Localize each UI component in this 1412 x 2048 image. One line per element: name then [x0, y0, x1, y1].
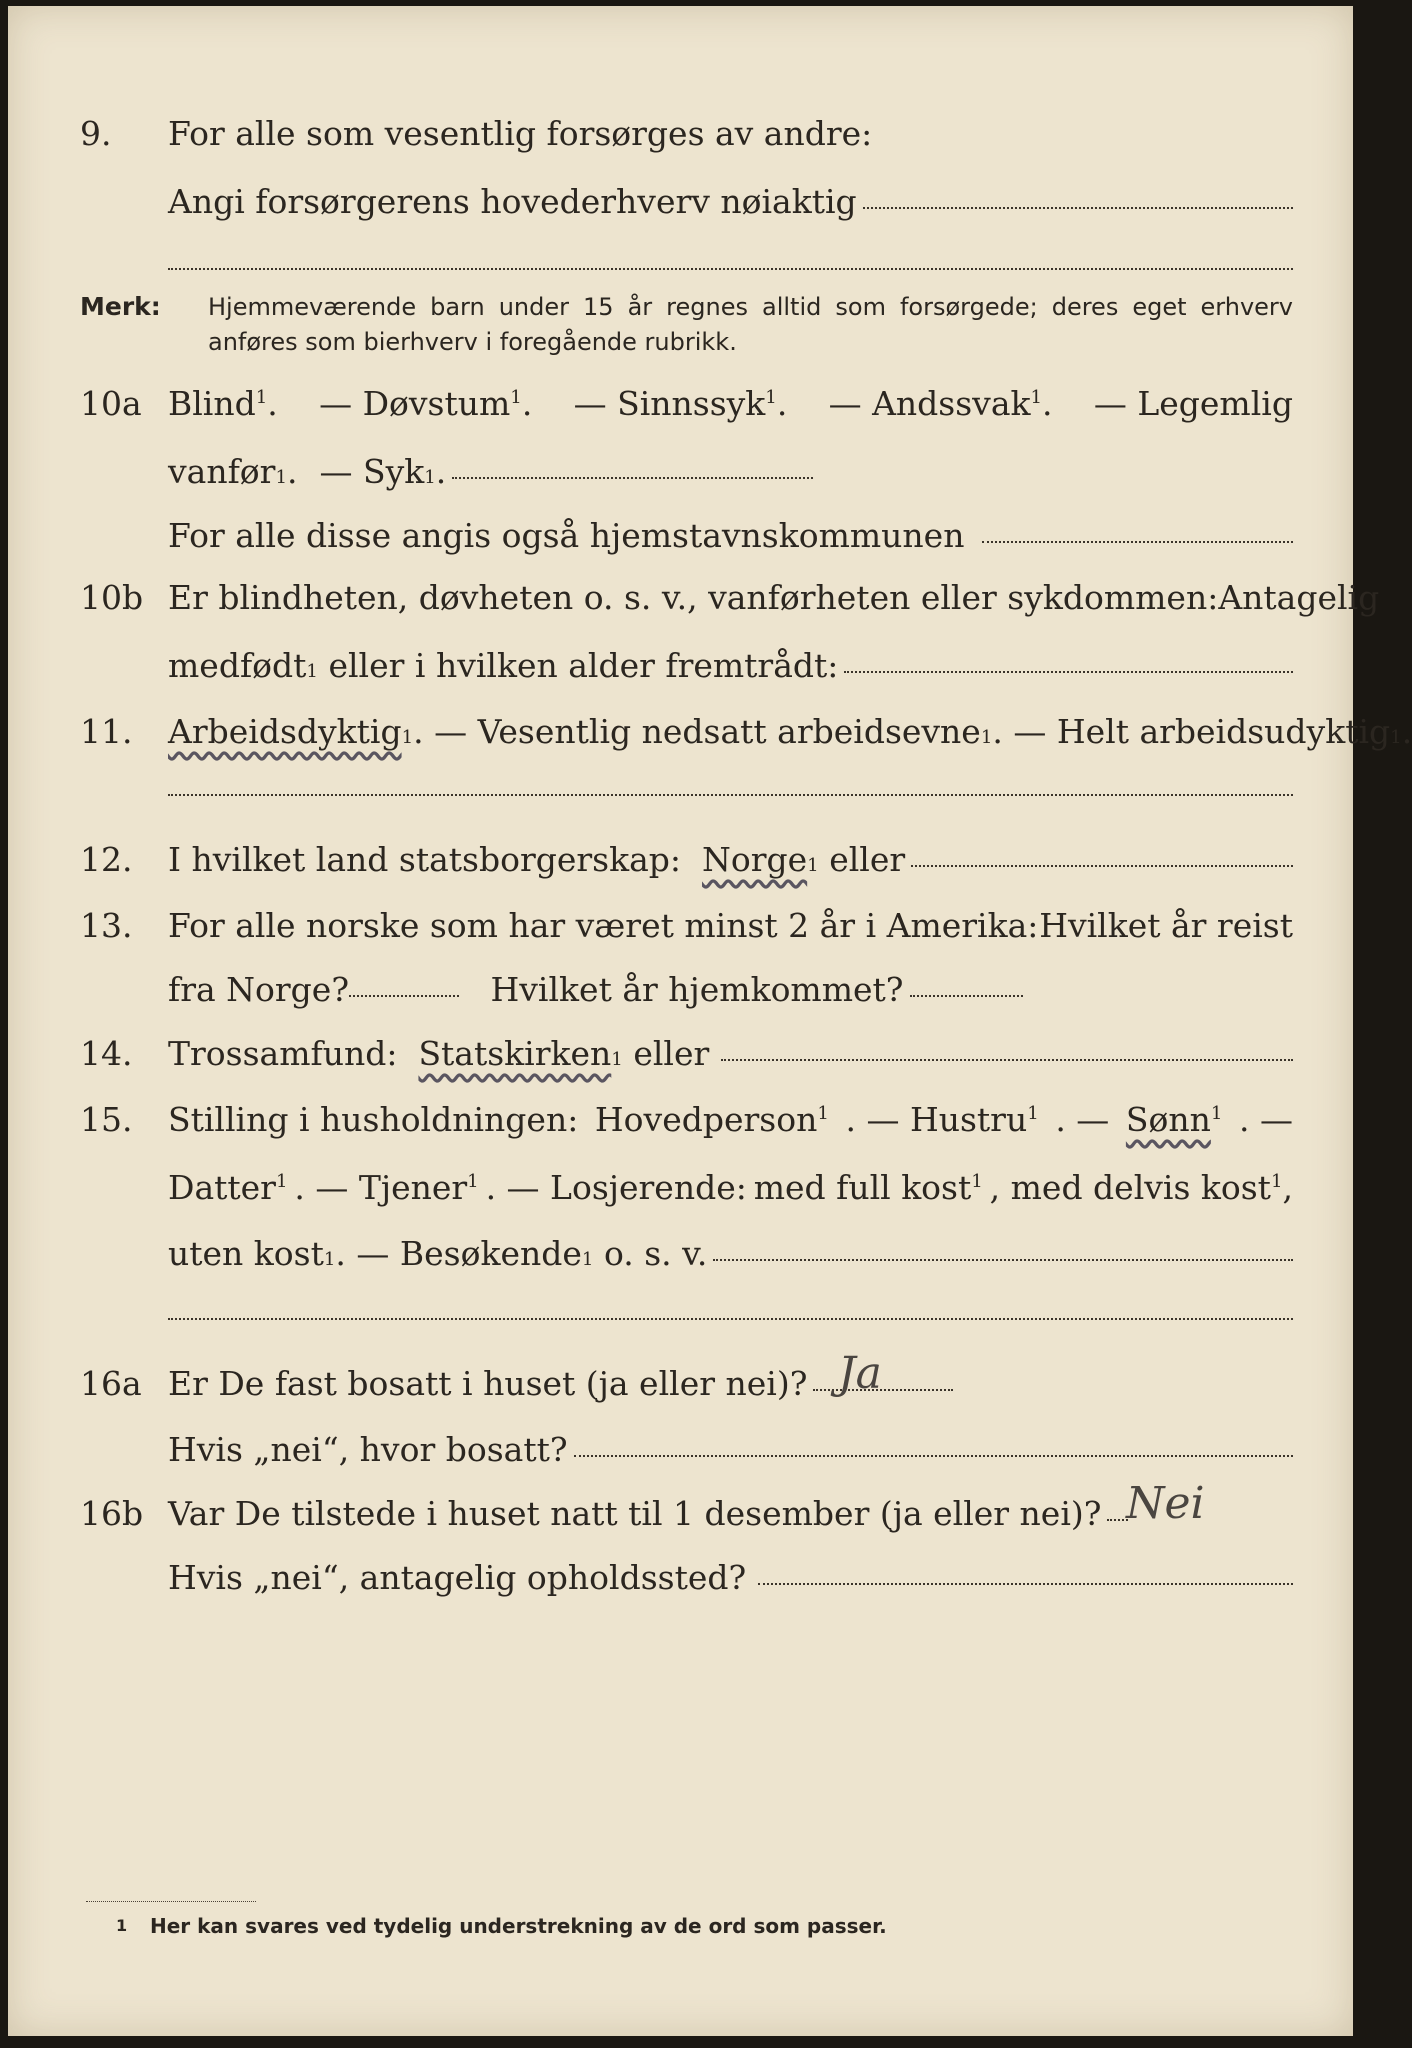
opt-hustru[interactable]: . — Hustru	[845, 1100, 1028, 1139]
q16a-answer-field[interactable]	[813, 1389, 953, 1391]
opt-delvis-kost[interactable]: , med delvis kost	[989, 1168, 1271, 1207]
opt-uten-kost[interactable]: uten kost	[168, 1234, 324, 1273]
opt-blind[interactable]: Blind	[168, 384, 256, 423]
q10a-answer-field[interactable]	[452, 477, 813, 479]
q16b-answer-field[interactable]	[1107, 1519, 1128, 1521]
footnote-rule	[86, 1901, 256, 1902]
q13-line1: For alle norske som har været minst 2 år i Amerika:	[168, 906, 1039, 945]
opt-vanfor[interactable]: vanfør	[168, 452, 276, 491]
opt-losjerende[interactable]: . — Losjerende:	[485, 1168, 747, 1207]
q10b-answer-field[interactable]	[844, 671, 1293, 673]
census-form-page: 9. For alle som vesentlig forsørges av andre: Angi forsørgerens hovederhverv nøiaktig Merk: Hjemmeværende barn under 15 år regnes alltid som forsørgede; deres eget erhverv anføres som bierhverv i foregående rubrikk. 10a Blind$^1$. — Døvstum$^1$. — Sinnssyk$^1$. — Andssvak$^1$. — Legemlig vanfør 1 . — Syk 1 . For alle disse angis også hjemstavnskommunen 10b Er blindheten, døvheten o. s. v., vanførheten eller sykdommen: Antagelig medfødt 1 eller i hvilken alder fremtrådt: 11. Arbeidsdyktig 1 . — Vesentlig nedsatt arbeidsevne 1 . — Helt arbeidsudyktig 1 . 12. I hvilket land statsborgerskap: Norge 1 eller 13. For alle norske som har været minst 2 år i Amerika: Hvilket år reist fra Norge? Hvilket år hjemkommet? 14. Trossamfund: Statskirken 1 eller 15. Stilling i husholdningen: Hovedperson$^1$ . — Hustru$^1$ . — Sønn$^1$ . — Datter$^1$ . — Tjener$^1$ . — Losjerende: med full kost$^1$ , med delvis kost$^1$, uten kost 1 . — Besøkende 1 o. s. v. 16a Er De fast bosatt i huset (ja eller nei)? Ja Hvis „nei“, hvor bosatt? 16b Var De tilstede i huset natt til 1 desember (ja eller nei)? Nei Hvis „nei“, antagelig opholdssted? 1 Her kan svares ved tydelig understrekning av de ord som passer.	[8, 6, 1353, 2036]
q13-hjem-field[interactable]	[910, 995, 1024, 997]
opt-vesentlig[interactable]: . — Vesentlig nedsatt arbeidsevne	[413, 712, 981, 751]
q15-number: 15.	[80, 1100, 133, 1139]
merk-label: Merk:	[80, 292, 161, 321]
q12-answer-field[interactable]	[911, 865, 1293, 867]
q16a-hvis: Hvis „nei“, hvor bosatt?	[168, 1430, 568, 1469]
q16b-handwritten-answer: Nei	[1126, 1478, 1205, 1529]
q13-fra-norge: fra Norge?	[168, 970, 350, 1009]
q10b-line1: Er blindheten, døvheten o. s. v., vanførheten eller sykdommen:	[168, 578, 1219, 617]
q11-number: 11.	[80, 712, 133, 751]
opt-sonn[interactable]: Sønn	[1125, 1100, 1211, 1139]
opt-arbeidsdyktig[interactable]: Arbeidsdyktig	[168, 712, 402, 751]
q13-reist-field[interactable]	[349, 995, 459, 997]
opt-andssvak[interactable]: — Andssvak	[828, 384, 1031, 423]
q9-answer-field[interactable]	[863, 207, 1293, 209]
opt-antagelig[interactable]: Antagelig	[1218, 578, 1380, 617]
opt-sinnssyk[interactable]: — Sinnssyk	[573, 384, 766, 423]
q15-answer-field[interactable]	[713, 1259, 1293, 1261]
q11-answer-field[interactable]	[168, 794, 1293, 796]
q12-number: 12.	[80, 840, 133, 879]
merk-text: Hjemmeværende barn under 15 år regnes alltid som forsørgede; deres eget erhverv anføres som bierhverv i foregående rubrikk.	[208, 293, 1293, 356]
q10b-line2: eller i hvilken alder fremtrådt:	[328, 646, 839, 685]
hjemstavn-field[interactable]	[982, 541, 1293, 543]
opt-datter[interactable]: Datter	[168, 1168, 276, 1207]
q12-text: I hvilket land statsborgerskap:	[168, 840, 682, 879]
q13-hjemkommet: Hvilket år hjemkommet?	[490, 970, 904, 1009]
q15-answer-field-2[interactable]	[168, 1318, 1293, 1320]
opt-tjener[interactable]: . — Tjener	[294, 1168, 468, 1207]
q16b-number: 16b	[80, 1494, 144, 1533]
q14-answer-field[interactable]	[721, 1059, 1293, 1061]
opt-norge[interactable]: Norge	[702, 840, 808, 879]
opt-medfodt[interactable]: medfødt	[168, 646, 307, 685]
q14-text: Trossamfund:	[168, 1034, 398, 1073]
q9-number: 9.	[80, 114, 112, 153]
q10b-number: 10b	[80, 578, 144, 617]
q16a-bosatt-field[interactable]	[574, 1455, 1293, 1457]
opt-helt[interactable]: . — Helt arbeidsudyktig	[992, 712, 1391, 751]
q16b-text: Var De tilstede i huset natt til 1 desember (ja eller nei)?	[168, 1494, 1102, 1533]
q9-line2: Angi forsørgerens hovederhverv nøiaktig	[168, 182, 857, 221]
q10a-line3: For alle disse angis også hjemstavnskommunen	[168, 516, 965, 555]
q16a-handwritten-answer: Ja	[838, 1348, 882, 1399]
q16a-text: Er De fast bosatt i huset (ja eller nei)?	[168, 1364, 808, 1403]
q15-text: Stilling i husholdningen:	[168, 1100, 579, 1139]
q10a-number: 10a	[80, 384, 142, 423]
opt-statskirken[interactable]: Statskirken	[418, 1034, 612, 1073]
q14-number: 14.	[80, 1034, 133, 1073]
opt-hovedperson[interactable]: Hovedperson	[594, 1100, 818, 1139]
q16b-opholdssted-field[interactable]	[758, 1583, 1293, 1585]
opt-besokende[interactable]: . — Besøkende	[335, 1234, 582, 1273]
q9-answer-field-2[interactable]	[168, 268, 1293, 270]
opt-syk[interactable]: — Syk	[319, 452, 425, 491]
footnote-text: Her kan svares ved tydelig understrekning av de ord som passer.	[150, 1914, 887, 1938]
opt-dovstum[interactable]: — Døvstum	[319, 384, 511, 423]
q16b-hvis: Hvis „nei“, antagelig opholdssted?	[168, 1558, 747, 1597]
q13-number: 13.	[80, 906, 133, 945]
q9-line1: For alle som vesentlig forsørges av andre:	[168, 114, 873, 153]
q16a-number: 16a	[80, 1364, 142, 1403]
opt-legemlig[interactable]: — Legemlig	[1093, 384, 1293, 423]
opt-full-kost[interactable]: med full kost	[753, 1168, 972, 1207]
footnote-mark: 1	[116, 1916, 128, 1935]
q13-reist: Hvilket år reist	[1039, 906, 1293, 945]
